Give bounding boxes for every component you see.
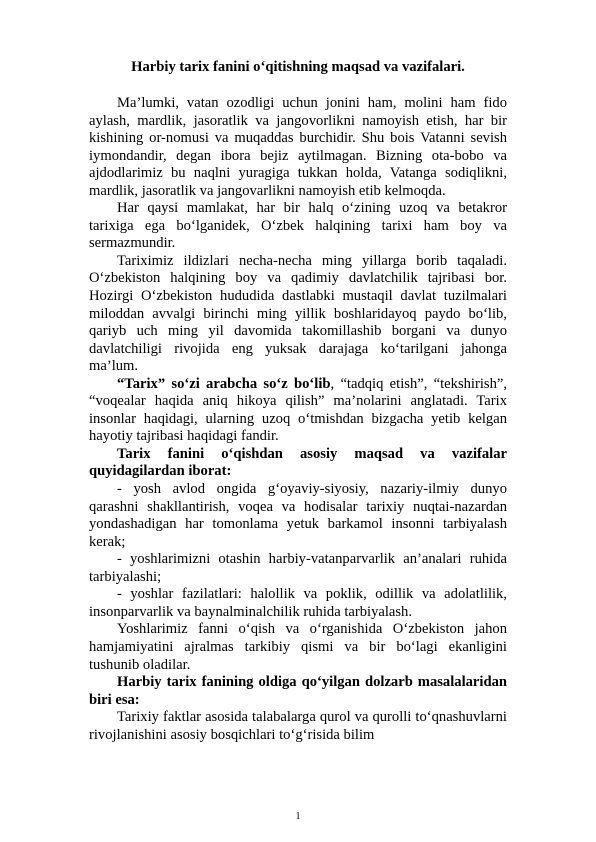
document-body bbox=[89, 95, 507, 744]
paragraph-text: , “tadqiq etish”, “tekshirish”, “voqealar haqida aniq hikoya qilish” ma’nolarini anglatadi. Tarix insonlar haqidagi, ularning uzoq o‘tmishdan bizgacha yetib kelgan hayotiy tajribasi haqidagi fandir. bbox=[89, 375, 508, 445]
paragraph-9 bbox=[89, 621, 507, 674]
paragraph-5 bbox=[89, 446, 507, 481]
page-title: Harbiy tarix fanini o‘qitishning maqsad va vazifalari. bbox=[131, 59, 465, 75]
paragraph-text: Har qaysi mamlakat, har bir halq o‘zining uzoq va betakror tarixiga ega bo‘lganidek, O‘zbek halqining tarixi ham boy va sermazmundir. bbox=[89, 200, 507, 252]
paragraph-text: Ma’lumki, vatan ozodligi uchun jonini ham, molini ham fido aylash, mardlik, jasoratlik va jangovorlikni namoyish etish, har bir kishining or-nomusi va muqaddas burchidir. Shu bois Vatanni sevish iymondandir, degan ibora bejiz aytilmagan. Bizning ota-bobo va ajdodlarimiz bu naqlni yuragiga tukkan holda, Vatanga sodiqlikni, mardlik, jasoratlik va jangovarlikni namoyish etib kelmoqda. bbox=[89, 95, 507, 199]
list-item-text: - yosh avlod ongida g‘oyaviy-siyosiy, nazariy-ilmiy dunyo qarashni shakllantirish, voqea va hodisalar tarixiy nuqtai-nazardan yondashadigan har tomonlama yetuk barkamol insonni tarbiyalash kerak; bbox=[89, 481, 507, 550]
paragraph-2 bbox=[89, 200, 507, 253]
paragraph-bold-heading: Tarix fanini o‘qishdan asosiy maqsad va vazifalar quyidagilardan iborat: bbox=[89, 445, 507, 480]
paragraph-10 bbox=[89, 674, 507, 709]
paragraph-bold-lead: “Tarix” so‘zi arabcha so‘z bo‘lib bbox=[117, 375, 331, 392]
paragraph-text: Yoshlarimiz fanni o‘qish va o‘rganishida O‘zbekiston jahon hamjamiyatini ajralmas tarkibiy qismi va bir bo‘lagi ekanligini tushunib oladilar. bbox=[89, 621, 507, 673]
list-item-3 bbox=[89, 586, 507, 621]
paragraph-1 bbox=[89, 95, 507, 200]
paragraph-11 bbox=[89, 709, 507, 744]
paragraph-bold-heading: Harbiy tarix fanining oldiga qo‘yilgan dolzarb masalalaridan biri esa: bbox=[89, 674, 507, 708]
list-item-text: - yoshlarimizni otashin harbiy-vatanparvarlik an’analari ruhida tarbiyalashi; bbox=[89, 551, 507, 585]
paragraph-4 bbox=[89, 376, 507, 446]
paragraph-text: Tarixiy faktlar asosida talabalarga qurol va qurolli to‘qnashuvlarni rivojlanishini asosiy bosqichlari to‘g‘risida bilim bbox=[89, 709, 507, 743]
list-item-1 bbox=[89, 481, 507, 551]
list-item-2 bbox=[89, 551, 507, 586]
paragraph-text: Tariximiz ildizlari necha-necha ming yillarga borib taqaladi. O‘zbekiston halqining boy va qadimiy davlatchilik tajribasi bor. Hozirgi O‘zbekiston hududida dastlabki mustaqil davlat tuzilmalari miloddan avvalgi birinchi ming yillik boshlaridayoq paydo bo‘lib, qariyb uch ming yil davomida takomillashib borgani va dunyo davlatchiligi rivojida eng yuksak darajaga ko‘tarilgani jahonga ma’lum. bbox=[89, 252, 507, 375]
page-number: 1 bbox=[295, 811, 301, 822]
paragraph-3 bbox=[89, 253, 507, 376]
list-item-text: - yoshlar fazilatlari: halollik va poklik, odillik va adolatlilik, insonparvarlik va baynalminalchilik ruhida tarbiyalash. bbox=[89, 586, 507, 620]
